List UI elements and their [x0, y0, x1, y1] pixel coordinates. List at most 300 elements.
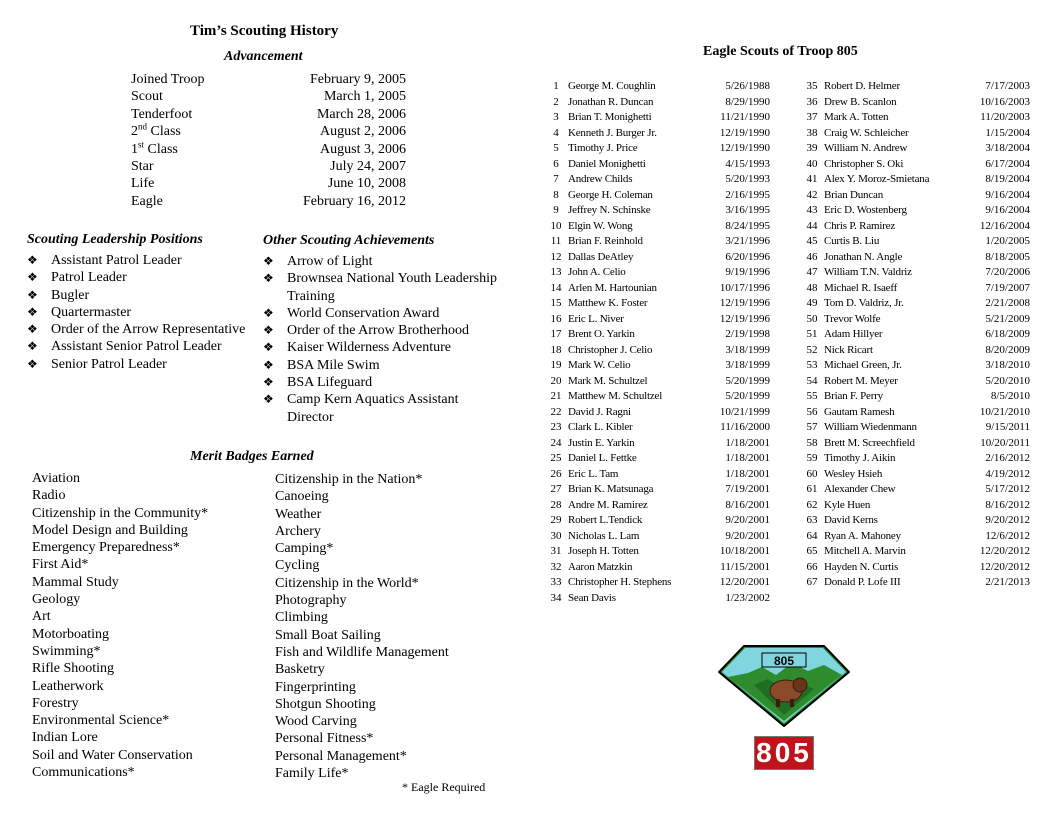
eagle-name: Gautam Ramesh [824, 405, 895, 418]
achievement-item [263, 270, 503, 305]
eagle-number: 60 [806, 467, 818, 480]
merit-badge-item: Personal Management* [275, 748, 407, 764]
eagle-scout-row [544, 467, 770, 483]
diamond-bullet-icon: ❖ [263, 323, 274, 338]
eagle-number: 28 [550, 498, 562, 511]
leadership-item [27, 252, 252, 269]
eagle-date: 12/19/1990 [719, 126, 770, 139]
patch-label: 805 [773, 654, 795, 668]
eagle-name: Adam Hillyer [824, 328, 883, 340]
rank-label-text: 1 [131, 141, 138, 157]
eagle-number: 20 [550, 374, 562, 387]
merit-badge-item: Swimming* [32, 643, 101, 659]
eagle-scout-row [800, 405, 1030, 421]
diamond-bullet-icon: ❖ [263, 271, 274, 286]
eagle-number: 52 [806, 343, 818, 356]
eagle-name: Tom D. Valdriz, Jr. [824, 297, 904, 309]
diamond-bullet-icon: ❖ [263, 375, 274, 390]
eagle-date: 12/16/2004 [979, 219, 1030, 232]
advancement-row [131, 158, 406, 175]
eagle-scout-row [544, 327, 770, 343]
eagle-number: 31 [550, 545, 562, 557]
rank-date: June 10, 2008 [327, 176, 406, 192]
eagle-number: 6 [553, 157, 559, 170]
eagle-date: 9/20/2012 [985, 514, 1030, 526]
eagle-name: Jeffrey N. Schinske [568, 204, 651, 216]
merit-badge-item: First Aid* [32, 557, 89, 573]
merit-badge-item: Family Life* [275, 766, 349, 782]
achievement-item-text: Arrow of Light [287, 254, 373, 269]
rank-label [131, 138, 178, 158]
eagle-number: 67 [806, 576, 818, 588]
eagle-name: Brian F. Perry [824, 390, 883, 402]
eagle-scout-row [800, 389, 1030, 405]
leadership-heading: Scouting Leadership Positions [27, 232, 203, 247]
eagle-name: Brett M. Screechfield [824, 436, 915, 449]
eagle-scout-row [800, 281, 1030, 297]
eagle-name: Joseph H. Totten [568, 545, 639, 557]
merit-badge-item: Geology [32, 592, 81, 608]
eagle-date: 6/20/1996 [725, 250, 770, 263]
eagle-name: Christopher S. Oki [824, 157, 904, 170]
merit-badge-item: Citizenship in the World* [275, 575, 419, 591]
eagle-name: Arlen M. Hartounian [568, 281, 657, 294]
merit-badge-item: Fingerprinting [275, 679, 356, 695]
eagle-name: Michael Green, Jr. [824, 359, 902, 371]
eagle-date: 5/20/1999 [725, 374, 770, 387]
eagle-number: 42 [806, 188, 818, 201]
eagle-date: 5/20/1993 [725, 173, 770, 185]
eagle-number: 2 [553, 95, 559, 108]
eagle-scout-row [800, 436, 1030, 452]
diamond-bullet-icon: ❖ [27, 356, 38, 371]
rank-label [131, 193, 163, 210]
eagle-date: 12/19/1990 [719, 142, 770, 154]
achievement-item [263, 391, 503, 426]
patch-bison-head [793, 678, 807, 692]
eagle-scout-row [800, 296, 1030, 312]
eagle-name: Jonathan N. Angle [824, 250, 903, 263]
eagle-date: 2/16/2012 [985, 452, 1030, 464]
eagle-name: Aaron Matzkin [568, 560, 633, 573]
eagle-name: Donald P. Lofe III [824, 576, 901, 588]
eagle-number: 48 [806, 281, 818, 294]
eagle-number: 22 [550, 405, 562, 418]
eagle-name: George M. Coughlin [568, 80, 656, 92]
leadership-item-text: Senior Patrol Leader [51, 356, 167, 372]
eagle-scout-row [800, 141, 1030, 157]
leadership-item-text: Quartermaster [51, 304, 132, 320]
eagle-name: Drew B. Scanlon [824, 95, 897, 108]
diamond-bullet-icon: ❖ [27, 304, 38, 319]
merit-badge-item: Forestry [32, 695, 79, 711]
eagle-number: 9 [553, 204, 559, 216]
rank-label-text: 2 [131, 124, 138, 140]
eagle-number: 37 [806, 111, 818, 123]
merit-badge-item: Personal Fitness* [275, 731, 374, 747]
diamond-bullet-icon: ❖ [263, 305, 274, 320]
eagle-name: Kenneth J. Burger Jr. [568, 126, 657, 139]
eagle-scout-row [800, 513, 1030, 529]
eagle-date: 5/26/1988 [725, 80, 770, 92]
eagle-scout-row [800, 544, 1030, 560]
eagle-scout-row [544, 281, 770, 297]
eagle-number: 63 [806, 514, 818, 526]
eagle-date: 10/16/2003 [979, 95, 1030, 108]
eagle-date: 10/17/1996 [719, 281, 770, 294]
eagle-scout-row [800, 482, 1030, 498]
eagle-number: 26 [550, 467, 562, 480]
merit-badge-item: Indian Lore [32, 730, 98, 746]
rank-label [131, 88, 163, 105]
merit-badge-item: Canoeing [275, 489, 329, 505]
eagle-name: Timothy J. Price [568, 142, 638, 154]
eagle-name: Justin E. Yarkin [568, 436, 635, 449]
eagle-scout-row [800, 265, 1030, 281]
eagle-number: 36 [806, 95, 818, 108]
eagle-number: 46 [806, 250, 818, 263]
merit-badge-item: Climbing [275, 610, 328, 626]
eagle-name: Elgin W. Wong [568, 219, 633, 232]
leadership-item [27, 304, 252, 321]
eagle-name: John A. Celio [568, 266, 626, 278]
eagle-name: Christopher H. Stephens [568, 576, 672, 588]
eagle-name: David Kerns [824, 514, 878, 526]
achievement-item-text: Order of the Arrow Brotherhood [287, 323, 469, 339]
eagle-scout-row [800, 327, 1030, 343]
eagle-scout-row [544, 358, 770, 374]
eagle-number: 41 [806, 173, 818, 185]
eagle-scouts-title: Eagle Scouts of Troop 805 [703, 44, 858, 59]
rank-date: August 3, 2006 [320, 141, 406, 157]
eagle-date: 5/20/1999 [725, 390, 770, 402]
merit-badge-item: Photography [275, 593, 347, 609]
eagle-number: 65 [806, 545, 818, 557]
eagle-date: 9/20/2001 [725, 529, 770, 542]
eagle-date: 10/21/1999 [719, 405, 770, 418]
eagle-date: 1/18/2001 [725, 436, 770, 449]
eagle-number: 50 [806, 312, 818, 325]
eagle-scout-row [800, 343, 1030, 359]
achievement-item [263, 339, 503, 356]
eagle-date: 2/19/1998 [725, 328, 770, 340]
eagle-number: 35 [806, 80, 818, 92]
eagle-number: 38 [806, 126, 818, 139]
eagle-name: George H. Coleman [568, 188, 653, 201]
eagle-scout-row [544, 374, 770, 390]
merit-badge-item: Archery [275, 523, 321, 539]
leadership-item [27, 356, 252, 373]
rank-label-text: Eagle [131, 193, 163, 209]
eagle-scout-row [800, 234, 1030, 250]
rank-date: March 1, 2005 [323, 89, 406, 105]
eagle-number: 55 [806, 390, 818, 402]
eagle-name: Clark L. Kibler [568, 421, 633, 433]
eagle-date: 11/21/1990 [720, 111, 770, 123]
eagle-name: Mark W. Celio [568, 359, 631, 371]
merit-badge-item: Basketry [275, 662, 325, 678]
eagle-date: 5/20/2010 [985, 374, 1030, 387]
eagle-scout-row [544, 157, 770, 173]
eagle-name: Nicholas L. Lam [568, 529, 640, 542]
eagle-date: 10/20/2011 [980, 436, 1030, 449]
rank-date: March 28, 2006 [316, 106, 406, 122]
eagle-name: Trevor Wolfe [824, 312, 881, 325]
eagle-date: 8/20/2009 [985, 343, 1030, 356]
advancement-row [131, 88, 406, 105]
achievement-item [263, 374, 503, 391]
eagle-number: 10 [550, 219, 562, 232]
eagle-scout-row [544, 513, 770, 529]
eagle-name: Chris P. Ramirez [824, 219, 896, 232]
eagle-scout-row [800, 79, 1030, 95]
eagle-name: Andrew Childs [568, 173, 633, 185]
rank-date: July 24, 2007 [330, 159, 406, 174]
eagle-date: 2/21/2008 [985, 297, 1030, 309]
eagle-name: Brian K. Matsunaga [568, 483, 654, 495]
eagle-number: 5 [553, 142, 559, 154]
eagle-scout-row [800, 95, 1030, 111]
eagle-name: Eric L. Niver [568, 312, 624, 325]
eagle-scout-row [800, 203, 1030, 219]
eagle-number: 18 [550, 343, 562, 356]
diamond-bullet-icon: ❖ [27, 287, 38, 302]
eagle-date: 8/16/2012 [985, 498, 1030, 511]
eagle-date: 8/18/2005 [985, 250, 1030, 263]
eagle-scout-row [544, 296, 770, 312]
eagle-name: Brian F. Reinhold [568, 235, 643, 247]
merit-badge-item: Radio [32, 488, 66, 504]
eagle-date: 9/15/2011 [985, 421, 1030, 433]
eagle-date: 10/18/2001 [719, 545, 770, 557]
eagle-date: 12/20/2001 [719, 576, 770, 588]
eagle-name: Ryan A. Mahoney [824, 529, 901, 542]
eagle-number: 44 [806, 219, 818, 232]
eagle-number: 34 [550, 591, 562, 604]
eagle-number: 54 [806, 374, 818, 387]
eagle-scout-row [544, 343, 770, 359]
eagle-scout-row [544, 575, 770, 591]
eagle-number: 51 [806, 328, 818, 340]
eagle-name: Matthew K. Foster [568, 297, 648, 309]
leadership-item-text: Assistant Patrol Leader [51, 253, 182, 268]
eagle-name: Daniel Monighetti [568, 157, 646, 170]
leadership-list [27, 252, 252, 373]
leadership-item [27, 287, 252, 304]
merit-badge-item: Emergency Preparedness* [32, 540, 180, 556]
eagle-scout-row [800, 312, 1030, 328]
eagle-number: 49 [806, 297, 818, 309]
eagle-date: 11/20/2003 [980, 111, 1030, 123]
eagle-scout-row [800, 467, 1030, 483]
eagle-scout-row [544, 234, 770, 250]
eagle-name: Robert M. Meyer [824, 374, 898, 387]
merit-badge-item: Citizenship in the Community* [32, 505, 209, 521]
advancement-heading: Advancement [224, 49, 303, 64]
eagle-date: 9/16/2004 [985, 204, 1030, 216]
eagle-number: 25 [550, 452, 562, 464]
eagle-date: 5/17/2012 [985, 483, 1030, 495]
eagle-scout-row [800, 575, 1030, 591]
eagle-date: 7/19/2001 [725, 483, 770, 495]
eagle-name: Robert D. Helmer [824, 80, 900, 92]
eagle-scout-row [544, 420, 770, 436]
eagle-number: 15 [550, 297, 562, 309]
eagle-date: 11/15/2001 [720, 560, 770, 573]
merit-badge-item: Environmental Science* [32, 713, 170, 729]
rank-label-text: Life [131, 176, 155, 192]
eagle-scout-row [544, 405, 770, 421]
eagle-scout-row [800, 420, 1030, 436]
leadership-item-text: Order of the Arrow Representative [51, 322, 246, 338]
eagle-scout-row [800, 110, 1030, 126]
troop-numeral-patch: 805 [754, 736, 814, 770]
merit-badge-item: Fish and Wildlife Management [275, 644, 449, 660]
achievement-item [263, 305, 503, 322]
eagle-name: Daniel L. Fettke [568, 452, 637, 464]
eagle-name: Wesley Hsieh [824, 467, 883, 480]
eagle-name: William N. Andrew [824, 142, 908, 154]
merit-badge-item: Leatherwork [32, 678, 104, 694]
rank-label-text: Joined Troop [131, 72, 205, 87]
merit-badge-item: Wood Carving [275, 714, 357, 730]
rank-label [131, 123, 181, 140]
eagle-date: 9/20/2001 [725, 514, 770, 526]
eagle-number: 45 [806, 235, 818, 247]
diamond-bullet-icon: ❖ [263, 357, 274, 372]
eagle-date: 1/18/2001 [725, 467, 770, 480]
rank-label-text: Tenderfoot [131, 106, 193, 122]
eagle-scout-row [800, 172, 1030, 188]
diamond-bullet-icon: ❖ [263, 392, 274, 407]
eagle-date: 6/17/2004 [985, 157, 1030, 170]
eagle-name: Alexander Chew [824, 483, 896, 495]
rank-label [131, 71, 205, 88]
eagle-date: 12/19/1996 [719, 312, 770, 325]
eagle-date: 1/20/2005 [985, 235, 1030, 247]
eagle-date: 7/17/2003 [985, 80, 1030, 92]
eagle-name: Timothy J. Aikin [824, 452, 896, 464]
patch-bison-leg [790, 699, 794, 707]
eagle-name: Robert L.Tendick [568, 514, 643, 526]
achievement-item [263, 322, 503, 339]
eagle-scout-row [800, 529, 1030, 545]
rank-label-text: Star [131, 159, 154, 174]
eagle-number: 59 [806, 452, 818, 464]
eagle-number: 40 [806, 157, 818, 170]
eagle-scout-row [544, 591, 770, 607]
eagle-date: 10/21/2010 [979, 405, 1030, 418]
eagle-scout-row [544, 389, 770, 405]
eagle-date: 12/20/2012 [979, 560, 1030, 573]
merit-badge-item: Mammal Study [32, 574, 119, 590]
eagle-scout-row [800, 219, 1030, 235]
merit-badge-item: Soil and Water Conservation [32, 747, 193, 763]
diamond-bullet-icon: ❖ [263, 254, 274, 268]
eagle-date: 3/16/1995 [725, 204, 770, 216]
eagle-date: 12/19/1996 [719, 297, 770, 309]
eagle-date: 3/18/1999 [725, 343, 770, 356]
merit-badge-item: Cycling [275, 558, 320, 574]
leadership-item-text: Bugler [51, 287, 90, 303]
eagle-date: 7/20/2006 [985, 266, 1030, 278]
eagle-scout-row [544, 203, 770, 219]
leadership-item-text: Assistant Senior Patrol Leader [51, 339, 222, 355]
eagle-scout-row [800, 157, 1030, 173]
merit-column-1 [32, 470, 208, 781]
eagle-name: Eric D. Wostenberg [824, 204, 907, 216]
eagle-number: 23 [550, 421, 562, 433]
rank-label-suffix: Class [144, 141, 178, 157]
eagle-number: 33 [550, 576, 562, 588]
eagle-name: Dallas DeAtley [568, 250, 634, 263]
eagle-name: Sean Davis [568, 591, 616, 604]
eagle-number: 57 [806, 421, 818, 433]
eagle-date: 8/19/2004 [985, 173, 1030, 185]
eagle-scout-row [544, 141, 770, 157]
history-title: Tim’s Scouting History [190, 23, 339, 39]
eagle-number: 3 [553, 111, 559, 123]
rank-label-text: Scout [131, 89, 163, 105]
eagle-scout-row [544, 451, 770, 467]
eagle-scout-row [544, 250, 770, 266]
eagle-number: 17 [550, 328, 562, 340]
eagle-scout-row [544, 498, 770, 514]
eagle-number: 12 [550, 250, 562, 263]
eagle-number: 7 [553, 173, 559, 185]
merit-badge-item: Small Boat Sailing [275, 627, 381, 643]
eagle-date: 1/15/2004 [985, 126, 1030, 139]
rank-label-suffix: Class [147, 124, 181, 140]
eagle-number: 21 [550, 390, 562, 402]
eagle-date: 3/18/2004 [985, 142, 1030, 154]
rank-ordinal-suffix: nd [138, 121, 147, 132]
eagle-name: Eric L. Tam [568, 467, 619, 480]
rank-date: February 16, 2012 [302, 193, 406, 209]
merit-badge-item: Citizenship in the Nation* [275, 472, 423, 487]
eagle-date: 11/16/2000 [720, 421, 770, 433]
merit-badge-item: Rifle Shooting [32, 661, 115, 677]
eagle-number: 13 [550, 266, 562, 278]
advancement-row [131, 106, 406, 123]
eagle-scout-row [544, 436, 770, 452]
leadership-item-text: Patrol Leader [51, 270, 127, 286]
eagle-name: William Wiedenmann [824, 421, 917, 433]
advancement-row [131, 175, 406, 192]
eagle-date: 6/18/2009 [985, 328, 1030, 340]
advancement-row [131, 138, 406, 158]
advancement-row [131, 71, 406, 88]
eagle-scout-row [544, 560, 770, 576]
eagle-number: 29 [550, 514, 562, 526]
merit-badge-item: Communications* [32, 765, 135, 781]
leadership-item [27, 338, 252, 355]
eagle-scout-row [544, 529, 770, 545]
achievement-item [263, 357, 503, 374]
eagle-date: 2/16/1995 [725, 188, 770, 201]
eagle-name: Andre M. Ramirez [568, 498, 648, 511]
achievement-item-text: Brownsea National Youth Leadership Training [287, 271, 497, 304]
merit-badge-item: Model Design and Building [32, 522, 188, 538]
eagle-scout-row [544, 110, 770, 126]
merit-badge-item: Weather [275, 506, 322, 522]
achievement-item-text: World Conservation Award [287, 305, 440, 321]
eagle-date: 4/15/1993 [725, 157, 770, 170]
achievement-item-text: BSA Mile Swim [287, 357, 380, 373]
eagle-scout-row [544, 482, 770, 498]
eagle-date: 5/21/2009 [985, 312, 1030, 325]
achievement-item [263, 253, 503, 270]
